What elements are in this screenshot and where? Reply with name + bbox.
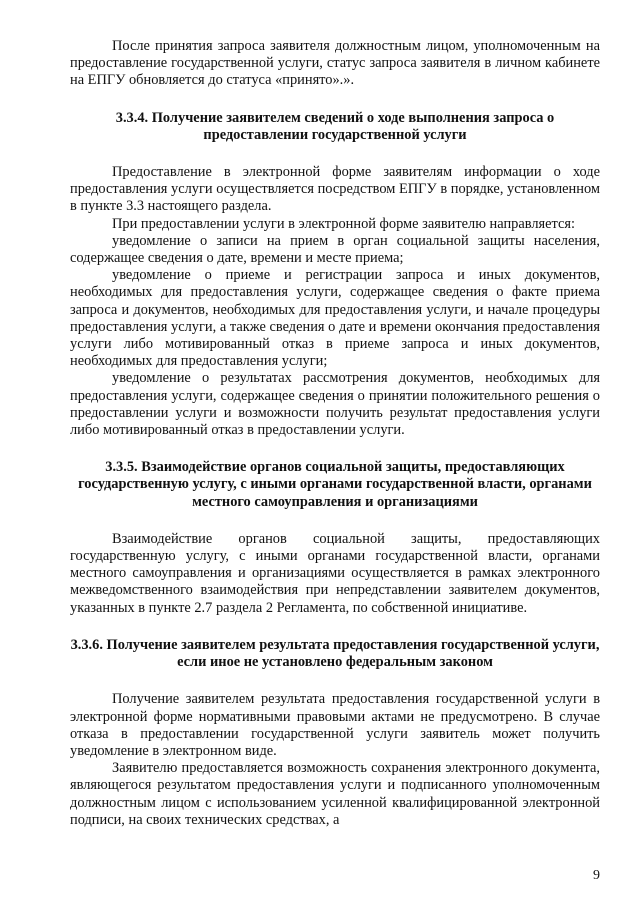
paragraph: уведомление о результатах рассмотрения документов, необходимых для предоставления услуги, содержащее сведения о принятии положительного решения о предоставлении услуги и возможности получить результат предоставления услуги либо мотивированный отказ в предоставлении услуги. (70, 370, 600, 439)
section-heading-3-3-4: 3.3.4. Получение заявителем сведений о ходе выполнения запроса о предоставлении государственной услуги (115, 109, 555, 143)
paragraph: При предоставлении услуги в электронной форме заявителю направляется: (112, 215, 575, 232)
page-number: 9 (593, 868, 600, 883)
paragraph: уведомление о записи на прием в орган социальной защиты населения, содержащее сведения о дате, времени и месте приема; (70, 232, 600, 267)
paragraph: Получение заявителем результата предоставления государственной услуги в электронной форме нормативными правовыми актами не предусмотрено. В случае отказа в предоставлении государственной услуги заявитель может получить уведомление в электронном виде. (70, 691, 600, 759)
paragraph: Взаимодействие органов социальной защиты, предоставляющих государственную услугу, с иными органами государственной власти, органами местного самоуправления и организациями осуществляется в рамках электронного межведомственного взаимодействия при непредставлении заявителем документов, указанных в пункте 2.7 раздела 2 Регламента, по собственной инициативе. (70, 530, 600, 616)
section-heading-3-3-6: 3.3.6. Получение заявителем результата предоставления государственной услуги, если иное не установлено федеральным законом (70, 636, 600, 671)
paragraph: Предоставление в электронной форме заявителям информации о ходе предоставления услуги осуществляется посредством ЕПГУ в порядке, установленном в пункте 3.3 настоящего раздела. (70, 164, 600, 215)
section-heading-3-3-5: 3.3.5. Взаимодействие органов социальной защиты, предоставляющих государственную услугу, с иными органами государственной власти, органами местного самоуправления и организациями (78, 459, 592, 510)
intro-paragraph: После принятия запроса заявителя должностным лицом, уполномоченным на предоставление государственной услуги, статус запроса заявителя в личном кабинете на ЕПГУ обновляется до статуса «принято».». (70, 38, 600, 89)
paragraph: уведомление о приеме и регистрации запроса и иных документов, необходимых для предоставления услуги, содержащее сведения о факте приема запроса и документов, необходимых для предоставления услуги, и начале процедуры предоставления услуги, а также сведения о дате и времени окончания предоставления услуги либо мотивированный отказ в приеме запроса и иных документов, необходимых для предоставления услуги; (70, 267, 600, 370)
paragraph: Заявителю предоставляется возможность сохранения электронного документа, являющегося результатом предоставления услуги и подписанного уполномоченным должностным лицом с использованием усиленной квалифицированной электронной подписи, на своих технических средствах, а (70, 760, 600, 828)
